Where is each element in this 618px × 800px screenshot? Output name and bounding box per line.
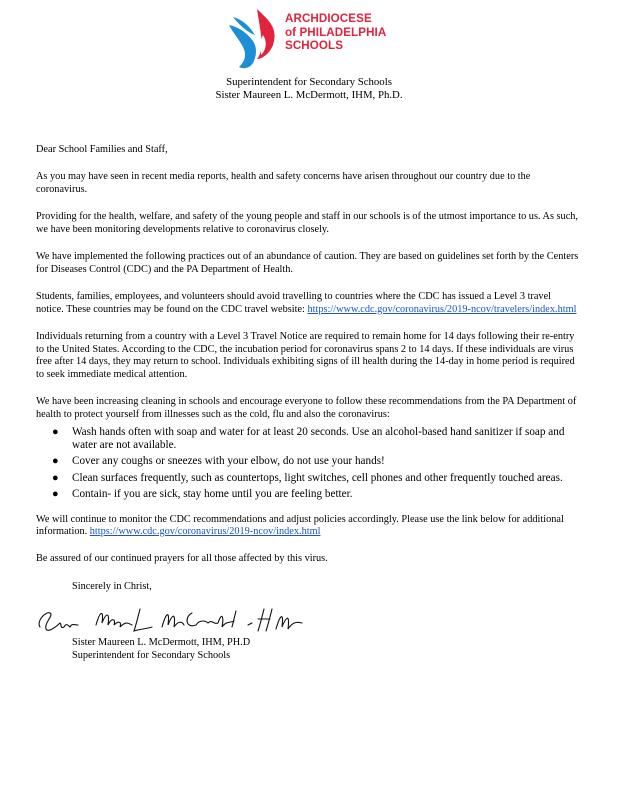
list-item xyxy=(36,488,581,501)
recommendation-list xyxy=(36,426,581,502)
closing: Sincerely in Christ, xyxy=(72,580,152,592)
archdiocese-logo xyxy=(227,5,427,75)
list-item-text: Contain- if you are sick, stay home until you are feeling better. xyxy=(72,488,353,501)
bullet-icon: ● xyxy=(52,425,59,438)
paragraph-5: Individuals returning from a country with a Level 3 Travel Notice are required to remain home for 14 days following their re-entry to the United States. According to the CDC, the incubation period for coronavirus spans 2 to 14 days. If these individuals are virus free after 14 days, they may return to school. Individuals exhibiting signs of ill health during the 14-day in home period is required to seek immediate medical attention. xyxy=(36,330,575,380)
paragraph-4-text: Students, families, employees, and volunteers should avoid travelling to countries where the CDC has issued a Level 3 travel notice. These countries may be found on the CDC travel website: xyxy=(36,290,552,315)
handwritten-signature xyxy=(36,601,581,637)
cdc-info-link[interactable]: https://www.cdc.gov/coronavirus/2019-ncov/index.html xyxy=(89,526,321,538)
paragraph-4 xyxy=(36,291,581,316)
list-item-text: Wash hands often with soap and water for at least 20 seconds. Use an alcohol-based hand sanitizer if soap and water are not available. xyxy=(72,425,565,451)
signer-block xyxy=(72,637,581,663)
list-item xyxy=(36,455,581,468)
bullet-icon: ● xyxy=(52,488,59,501)
dove-flame-icon xyxy=(227,5,285,71)
salutation: Dear School Families and Staff, xyxy=(36,144,168,155)
signer-name: Sister Maureen L. McDermott, IHM, PH.D xyxy=(72,637,251,649)
signature-icon xyxy=(36,601,306,637)
signer-title: Superintendent for Secondary Schools xyxy=(72,650,231,662)
paragraph-3: We have implemented the following practices out of an abundance of caution. They are based on guidelines set forth by the Centers for Diseases Control (CDC) and the PA Department of Health. xyxy=(36,251,579,275)
paragraph-8: Be assured of our continued prayers for all those affected by this virus. xyxy=(36,553,328,565)
letter-body xyxy=(36,144,581,663)
bullet-icon: ● xyxy=(52,471,59,484)
header-title: Superintendent for Secondary Schools xyxy=(226,76,392,88)
paragraph-7-text: We will continue to monitor the CDC recommendations and adjust policies accordingly. Please use the link below for additional information. xyxy=(36,513,564,538)
bullet-icon: ● xyxy=(52,455,59,468)
paragraph-2: Providing for the health, welfare, and safety of the young people and staff in our schools is of the utmost importance to us. As such, we have been monitoring developments relative to coronavirus closely. xyxy=(36,211,578,235)
list-item xyxy=(36,426,581,453)
paragraph-7 xyxy=(36,514,581,539)
paragraph-6: We have been increasing cleaning in schools and encourage everyone to follow these recommendations from the PA Department of health to protect yourself from illnesses such as the cold, flu and also the coronavirus: xyxy=(36,396,577,420)
logo-line-3: SCHOOLS xyxy=(285,39,344,53)
cdc-travel-link[interactable]: https://www.cdc.gov/coronavirus/2019-ncov/travelers/index.html xyxy=(307,303,577,315)
letterhead-header xyxy=(0,76,618,102)
logo-line-1: ARCHDIOCESE xyxy=(285,12,372,25)
list-item-text: Cover any coughs or sneezes with your elbow, do not use your hands! xyxy=(72,455,385,468)
logo-wordmark xyxy=(285,12,386,53)
header-name: Sister Maureen L. McDermott, IHM, Ph.D. xyxy=(215,89,403,101)
paragraph-1: As you may have seen in recent media reports, health and safety concerns have arisen throughout our country due to the coronavirus. xyxy=(36,171,531,195)
logo-line-2: of PHILADELPHIA xyxy=(285,25,387,39)
list-item-text: Clean surfaces frequently, such as countertops, light switches, cell phones and other frequently touched areas. xyxy=(72,471,563,484)
list-item xyxy=(36,472,581,485)
